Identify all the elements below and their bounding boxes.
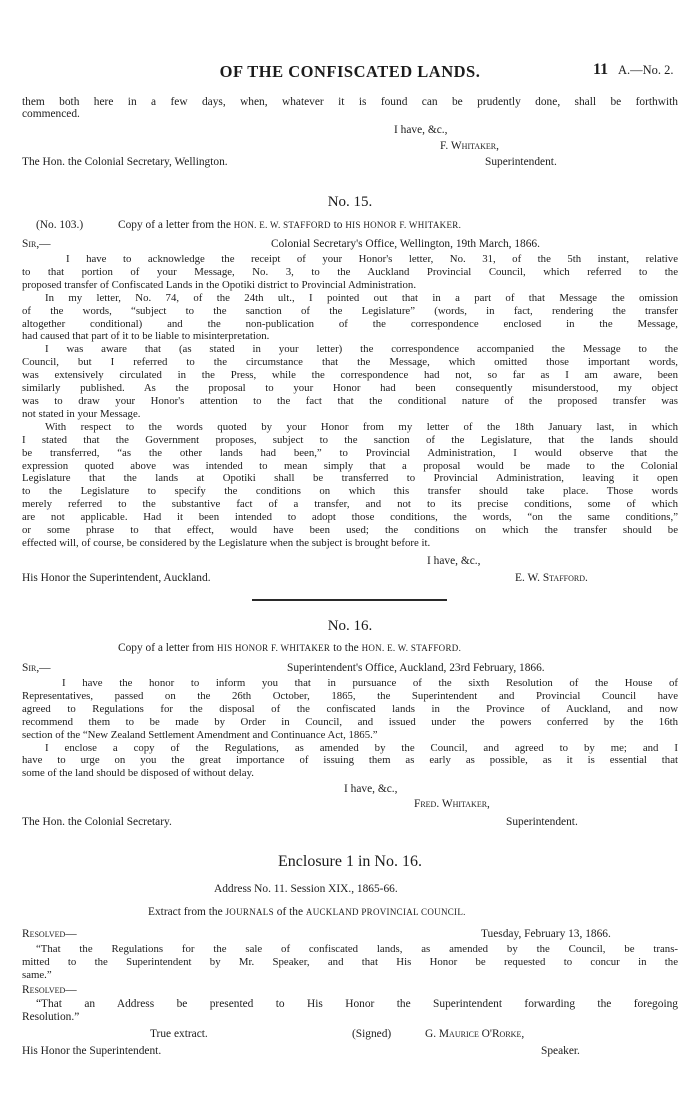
addressee: His Honor the Superintendent.	[22, 1045, 162, 1057]
series-reference: A.—No. 2.	[618, 63, 674, 77]
intro-line: commenced.	[22, 108, 80, 120]
caption-text: Copy of a letter from	[118, 642, 215, 654]
resolution-body	[22, 943, 678, 982]
signature: G. Maurice O'Rorke,	[425, 1028, 525, 1040]
body-line: was extensively circulated in the Press, while the correspondence had not, so far as I am aware, been	[22, 369, 678, 382]
page-number: 11	[593, 61, 609, 78]
body-line: not stated in your Message.	[22, 407, 141, 420]
addressee: His Honor the Superintendent, Auckland.	[22, 572, 211, 584]
body-line: With respect to the words quoted by your Honor from my letter of the 18th January last, in which	[45, 420, 678, 433]
caption-sender: HON. E. W. STAFFORD	[233, 220, 331, 230]
body-line: Legislature that the lands at Opotiki shall be transferred to Provincial Administration, leaving it open	[22, 472, 678, 485]
caption-text: to	[333, 219, 343, 231]
caption-source: AUCKLAND PROVINCIAL COUNCIL.	[305, 907, 466, 917]
resolved-label: Resolved—	[22, 984, 77, 996]
body-line: I enclose a copy of the Regulations, as amended by the Council, and agreed to by me; and I	[45, 741, 678, 754]
body-line: or some phrase to that effect, would have been used; the conditions on which the transfer should be	[22, 524, 678, 537]
enclosure-heading: Enclosure 1 in No. 16.	[278, 853, 422, 870]
letter-reference: (No. 103.)	[36, 219, 84, 231]
body-line: same.”	[22, 968, 52, 981]
body-line: be transferred, “as the other lands had been,” to Provincial Administration, I would observe that the	[22, 446, 678, 459]
signature: E. W. Stafford.	[515, 572, 588, 584]
body-line: Representatives, passed on the 26th October, 1865, the Superintendent and Provincial Council have	[22, 689, 678, 702]
body-line: to the Legislature to specify the conditions on which this transfer should take place. Those words	[22, 485, 678, 498]
signature: F. Whitaker,	[440, 140, 499, 152]
body-line: I have the honor to inform you that in pursuance of the sixth Resolution of the House of	[62, 677, 678, 689]
closing: I have, &c.,	[427, 555, 481, 567]
caption-text: of the	[276, 906, 304, 918]
caption-recipient: HIS HONOR F. WHITAKER.	[345, 220, 462, 230]
caption-sender: HIS HONOR F. WHITAKER	[217, 643, 331, 653]
address-line: Address No. 11. Session XIX., 1865-66.	[214, 883, 398, 895]
body-line: mitted to the Superintendent by Mr. Speaker, and that His Honor be requested to concur in the	[22, 955, 678, 968]
caption-text: Extract from the	[148, 906, 223, 918]
dateline: Superintendent's Office, Auckland, 23rd February, 1866.	[287, 662, 545, 674]
body-line: I stated that the Government proposes, subject to the sanction of the Legislature, that the lands should	[22, 433, 678, 446]
body-line: I was aware that (as stated in your letter) the correspondence accompanied the Message to the	[45, 343, 678, 356]
letter-number-heading: No. 16.	[327, 618, 373, 634]
letter-body	[22, 677, 678, 780]
signer-title: Superintendent.	[485, 156, 557, 168]
body-line: was to draw your Honor's attention to the fact that the conditional nature of the proposed transfer was	[22, 394, 678, 407]
body-line: agreed to Regulations for the disposal of the confiscated lands in the Province of Auckland, and now	[22, 702, 678, 715]
true-extract: True extract.	[150, 1028, 208, 1040]
addressee: The Hon. the Colonial Secretary.	[22, 816, 172, 828]
body-line: Resolution.”	[22, 1011, 80, 1023]
body-line: expression quoted above was intended to mean simply that a proposal would be made to the Colonial	[22, 459, 678, 472]
extract-caption	[148, 906, 466, 919]
caption-text: to the	[333, 642, 359, 654]
body-line: Council, but I referred to the circumstance that the Message, which omitted those important words,	[22, 356, 678, 369]
letter-caption	[118, 219, 461, 232]
body-line: some of the land should be disposed of without delay.	[22, 767, 254, 780]
body-line: section of the “New Zealand Settlement Amendment and Continuance Act, 1865.”	[22, 728, 378, 741]
signer-title: Superintendent.	[506, 816, 578, 828]
body-line: have to urge on you the great importance of issuing them as early as possible, as it is essential that	[22, 754, 678, 767]
resolution-date: Tuesday, February 13, 1866.	[481, 928, 611, 940]
section-divider	[252, 599, 447, 601]
intro-line: them both here in a few days, when, whatever it is found can be prudently done, shall be forthwith	[22, 96, 678, 108]
body-line: I have to acknowledge the receipt of your Honor's letter, No. 31, of the 5th instant, relative	[66, 253, 678, 265]
letter-number-heading: No. 15.	[327, 194, 373, 210]
resolved-label: Resolved—	[22, 928, 77, 940]
letter-body	[22, 253, 678, 550]
dateline: Colonial Secretary's Office, Wellington, 19th March, 1866.	[271, 238, 540, 250]
salutation: Sir,—	[22, 662, 51, 674]
caption-recipient: HON. E. W. STAFFORD.	[361, 643, 462, 653]
salutation: Sir,—	[22, 238, 51, 250]
body-line: of the words, “subject to the sanction of the Legislature” (words, in fact, rendering the transfer	[22, 304, 678, 317]
body-line: to that portion of your Message, No. 3, to the Auckland Provincial Council, which referred to the	[22, 265, 678, 278]
running-title: OF THE CONFISCATED LANDS.	[219, 62, 481, 81]
body-line: altogether conditional) and the non-publication of the correspondence enclosed in the Message,	[22, 317, 678, 330]
signer-title: Speaker.	[541, 1045, 580, 1057]
caption-source: JOURNALS	[225, 907, 274, 917]
body-line: recommend them to be made by Order in Council, and issued under the powers conferred by the 16th	[22, 715, 678, 728]
body-line: had caused that part of it to be liable to misinterpretation.	[22, 330, 270, 343]
body-line: “That an Address be presented to His Honor the Superintendent forwarding the foregoing	[36, 998, 678, 1010]
resolution-body	[22, 998, 678, 1024]
signed-label: (Signed)	[352, 1028, 392, 1040]
closing: I have, &c.,	[394, 124, 448, 136]
body-line: similarly published. As the proposal to your Honor had been consequently misunderstood, my object	[22, 382, 678, 395]
signature: Fred. Whitaker,	[414, 798, 490, 810]
addressee: The Hon. the Colonial Secretary, Wellington.	[22, 156, 228, 168]
closing: I have, &c.,	[344, 783, 398, 795]
body-line: proposed transfer of Confiscated Lands in the Opotiki district to Provincial Administration.	[22, 278, 417, 291]
body-line: “That the Regulations for the sale of confiscated lands, as amended by the Council, be trans-	[36, 943, 678, 955]
caption-text: Copy of a letter from the	[118, 219, 231, 231]
body-line: merely referred to the substantive fact of a transfer, and not to its precise conditions, some of which	[22, 498, 678, 511]
body-line: are not applicable. Had it been intended to adopt those conditions, the words, “on the same conditions,”	[22, 511, 678, 524]
letter-caption	[118, 642, 461, 655]
body-line: effected will, of course, be considered by the Legislature when the subject is brought before it.	[22, 536, 431, 549]
body-line: In my letter, No. 74, of the 24th ult., I pointed out that in a part of that Message the omission	[45, 291, 678, 304]
